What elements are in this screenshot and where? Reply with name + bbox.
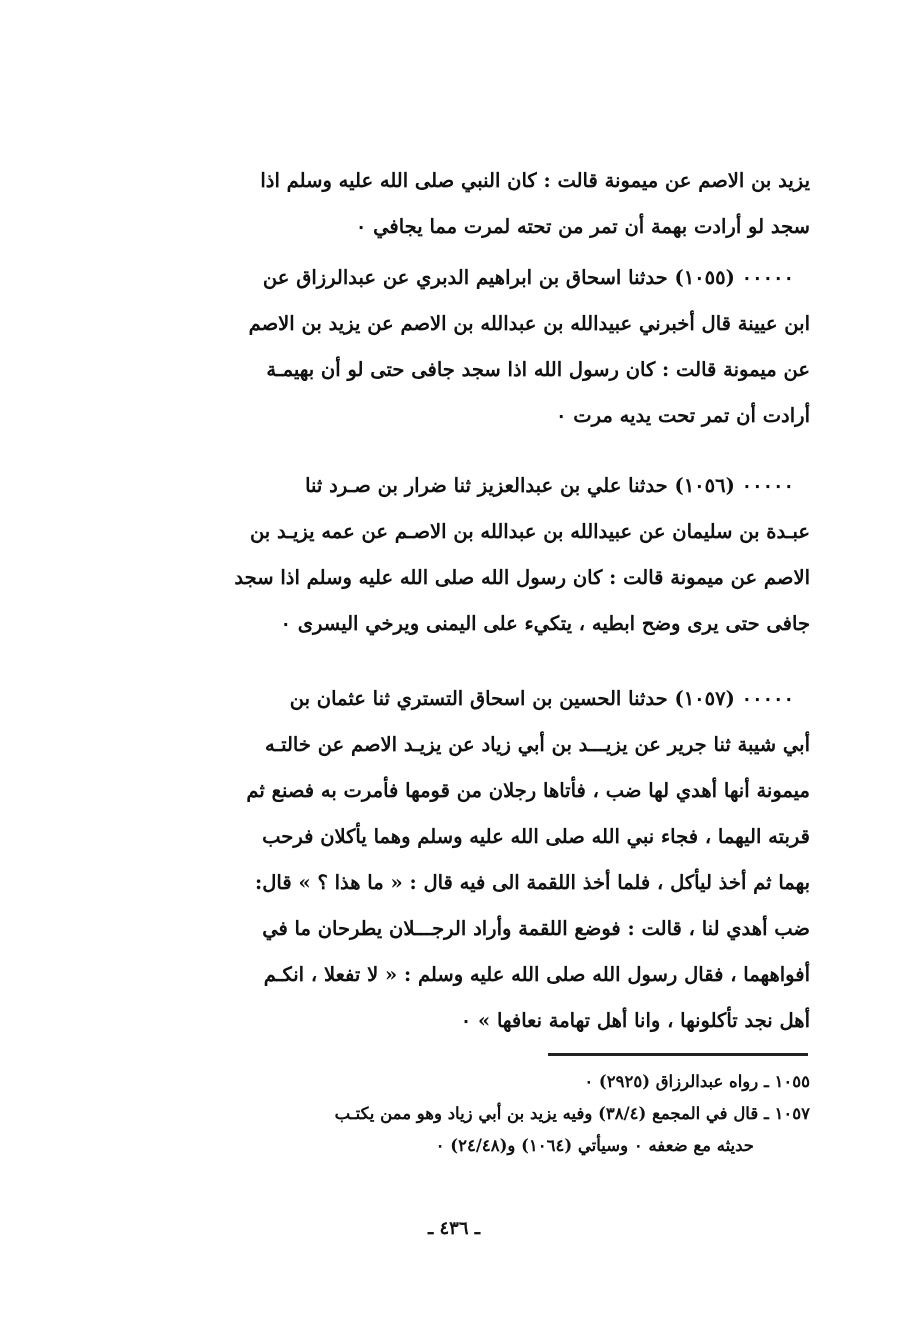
text-line: ابن عيينة قال أخبرني عبيدالله بن عبدالله بن الاصم عن يزيد بن الاصم [248,312,810,335]
text-line: ٠٠٠٠٠ (١٠٥٥) حدثنا اسحاق بن ابراهيم الدبري عن عبدالرزاق عن [262,266,794,289]
text-line: جافى حتى يرى وضح ابطيه ، يتكيء على اليمنى ويرخي اليسرى ٠ [280,612,810,635]
text-line: ٠٠٠٠٠ (١٠٥٦) حدثنا علي بن عبدالعزيز ثنا ضرار بن صـرد ثنا [305,474,794,497]
footnote-1057: ١٠٥٧ ـ قال في المجمع (٣٨/٤) وفيه يزيد بن أبي زياد وهو ممن يكتـب [334,1104,810,1123]
footnotes [98,1066,810,1162]
hadith-paragraph-1057 [98,676,810,1044]
text-line: أفواههما ، فقال رسول الله صلى الله عليه وسلم : « لا تفعلا ، انكـم [263,963,810,986]
footnote-1055: ١٠٥٥ ـ رواه عبدالرزاق (٢٩٢٥) ٠ [584,1072,810,1091]
text-line: قربته اليهما ، فجاء نبي الله صلى الله عليه وسلم وهما يأكلان فرحب [262,825,810,848]
text-line: ضب أهدي لنا ، قالت : فوضع اللقمة وأراد الرجـــلان يطرحان ما في [262,917,810,940]
text-line: أرادت أن تمر تحت يديه مرت ٠ [556,404,810,427]
footnote-divider [548,1053,808,1056]
footnote-1057-continuation: حديثه مع ضعفه ٠ وسيأتي (١٠٦٤) و(٢٤/٤٨) ٠ [435,1136,754,1155]
hadith-paragraph-1056 [98,463,810,647]
text-line: ميمونة أنها أهدي لها ضب ، فأتاها رجلان من قومها فأمرت به فصنع ثم [246,779,810,802]
text-line: أهل نجد تأكلونها ، وانا أهل تهامة نعافها » ٠ [460,1009,810,1032]
text-line: يزيد بن الاصم عن ميمونة قالت : كان النبي صلى الله عليه وسلم اذا [260,169,810,192]
hadith-paragraph-continuation [98,158,810,250]
text-line: عن ميمونة قالت : كان رسول الله اذا سجد جافى حتى لو أن بهيمـة [266,358,810,381]
text-line: أبي شيبة ثنا جرير عن يزيـــد بن أبي زياد عن يزيـد الاصم عن خالتـه [264,733,810,756]
text-line: بهما ثم أخذ ليأكل ، فلما أخذ اللقمة الى فيه قال : « ما هذا ؟ » قال: [255,871,810,894]
hadith-paragraph-1055 [98,255,810,439]
text-line: ٠٠٠٠٠ (١٠٥٧) حدثنا الحسين بن اسحاق التستري ثنا عثمان بن [289,687,794,710]
text-line: الاصم عن ميمونة قالت : كان رسول الله صلى الله عليه وسلم اذا سجد [234,566,810,589]
text-line: سجد لو أرادت بهمة أن تمر من تحته لمرت مما يجافي ٠ [355,215,810,238]
page-number: ـ ٤٣٦ ـ [427,1218,481,1239]
text-line: عبـدة بن سليمان عن عبيدالله بن عبدالله بن الاصـم عن عمه يزيـد بن [249,520,810,543]
